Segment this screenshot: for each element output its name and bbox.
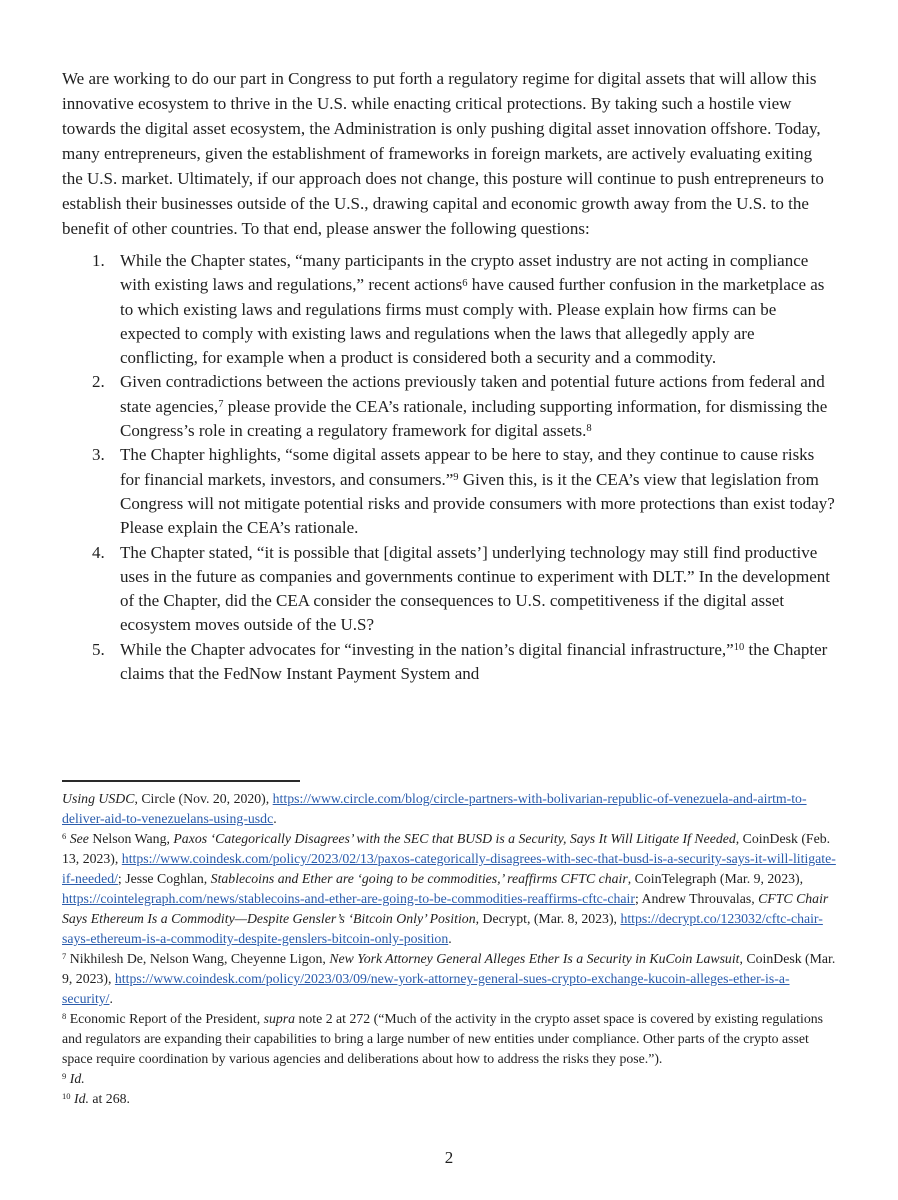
hyperlink[interactable]: https://decrypt.co/123032/cftc-chair-says-ethereum-is-a-commodity-despite-genslers-bitcoin-only-position xyxy=(62,911,823,946)
footnote xyxy=(62,829,836,949)
question-text xyxy=(120,541,836,638)
question-text xyxy=(120,370,836,443)
italic-text: See xyxy=(69,831,89,846)
text-run: , CoinTelegraph (Mar. 9, 2023), xyxy=(627,871,804,886)
footnote xyxy=(62,1069,836,1089)
text-run: ; Andrew Throuvalas, xyxy=(634,891,759,906)
hyperlink[interactable]: https://www.coindesk.com/policy/2023/03/09/new-york-attorney-general-sues-crypto-exchange-kucoin-alleges-ether-is-a-security/ xyxy=(62,971,790,1006)
text-run: Given this, is it the CEA’s view that legislation from Congress will not mitigate potential risks and provide consumers with more protections than exist today? Please explain the CEA’s rationale. xyxy=(120,469,835,538)
intro-paragraph xyxy=(62,66,836,241)
question-text xyxy=(120,443,836,540)
text-run: . xyxy=(109,991,113,1006)
question-number: 2. xyxy=(92,372,105,392)
footnote-marker: 7 xyxy=(62,951,67,962)
text-run: Nikhilesh De, Nelson Wang, Cheyenne Ligon, xyxy=(66,951,330,966)
footnote-text xyxy=(62,1091,130,1106)
text-run: have caused further confusion in the marketplace as to which existing laws and regulations firms must comply with. Please explain how firms can be expected to comply with existing laws and regulations when the laws that allegedly apply are conflicting, for example when a product is considered both a security and a commodity. xyxy=(120,275,825,368)
text-run: the Chapter claims that the FedNow Instant Payment System and xyxy=(120,639,828,684)
question-number: 5. xyxy=(92,639,105,659)
italic-text: Paxos ‘Categorically Disagrees’ with the SEC that BUSD is a Security, Says It Will Litigate If Needed xyxy=(173,831,736,846)
hyperlink[interactable]: https://cointelegraph.com/news/stablecoins-and-ether-are-going-to-be-commodities-reaffirms-cftc-chair xyxy=(62,891,635,906)
italic-text: Using USDC xyxy=(62,791,135,806)
question-text xyxy=(120,249,836,370)
question-item xyxy=(92,541,836,638)
footnote-text xyxy=(62,831,836,946)
question-number: 1. xyxy=(92,251,105,270)
text-run: please provide the CEA’s rationale, including supporting information, for dismissing the Congress’s role in creating a regulatory framework for digital assets. xyxy=(120,396,828,441)
questions-list xyxy=(92,249,836,686)
text-run: . xyxy=(273,811,277,826)
italic-text: Stablecoins and Ether are ‘going to be commodities,’ reaffirms CFTC chair xyxy=(210,871,628,886)
footnote-separator-rule xyxy=(62,780,300,782)
footnote xyxy=(62,1009,836,1069)
footnote xyxy=(62,949,836,1009)
footnote-marker: 8 xyxy=(62,1011,67,1022)
footnote-marker: 9 xyxy=(453,471,459,483)
text-run: note 2 at 272 (“Much of the activity in the crypto asset space is covered by existing regulations and regulators are expanding their capabilities to bring a large number of new entities under compliance. Other parts of the crypto asset space require coordination by various agencies and deliberations about how to address the risks they pose.”). xyxy=(62,1011,824,1066)
text-run: Given contradictions between the actions previously taken and potential future actions from federal and state agencies, xyxy=(120,372,825,416)
text-run: The Chapter highlights, “some digital assets appear to be here to stay, and they continue to cause risks for financial markets, investors, and consumers.” xyxy=(120,445,815,489)
footnote-text xyxy=(62,791,807,826)
hyperlink[interactable]: https://www.coindesk.com/policy/2023/02/13/paxos-categorically-disagrees-with-sec-that-busd-is-a-security-says-it-will-litigate-if-needed/ xyxy=(62,851,836,886)
italic-text: Id. xyxy=(74,1091,89,1106)
letter-body xyxy=(62,66,836,686)
question-item xyxy=(92,638,836,687)
footnote xyxy=(62,1089,836,1109)
text-run: The Chapter stated, “it is possible that [digital assets’] underlying technology may still find productive uses in the future as companies and governments continue to experiment with DLT.” In the development of the Chapter, did the CEA consider the consequences to U.S. competitiveness if the digital asset ecosystem moves outside of the U.S? xyxy=(120,542,831,635)
text-run: , Circle (Nov. 20, 2020), xyxy=(134,791,273,806)
text-run: , CoinDesk (Feb. 13, 2023), xyxy=(62,831,831,866)
text-run: ; Jesse Coghlan, xyxy=(117,871,211,886)
text-run: . xyxy=(448,931,452,946)
text-run: While the Chapter advocates for “investing in the nation’s digital financial infrastructure,” xyxy=(120,639,734,659)
question-item xyxy=(92,249,836,370)
footnote-text xyxy=(62,1071,85,1086)
question-text xyxy=(120,638,836,687)
footnote-marker: 6 xyxy=(462,277,468,289)
page-number: 2 xyxy=(444,1148,454,1167)
hyperlink[interactable]: https://www.circle.com/blog/circle-partners-with-bolivarian-republic-of-venezuela-and-airtm-to-deliver-aid-to-venezuelans-using-usdc xyxy=(62,791,807,826)
italic-text: New York Attorney General Alleges Ether Is a Security in KuCoin Lawsuit xyxy=(329,951,740,966)
footnote-marker: 7 xyxy=(218,399,224,411)
footnote-text xyxy=(62,951,835,1006)
text-run: While the Chapter states, “many participants in the crypto asset industry are not acting in compliance with existing laws and regulations,” recent actions xyxy=(120,251,809,295)
question-item xyxy=(92,370,836,443)
italic-text: Id. xyxy=(69,1071,85,1086)
text-run: at 268. xyxy=(88,1091,130,1106)
question-number: 4. xyxy=(92,542,105,562)
question-number: 3. xyxy=(92,445,105,465)
footnote-marker: 8 xyxy=(586,423,592,435)
italic-text: CFTC Chair Says Ethereum Is a Commodity—Despite Gensler’s ‘Bitcoin Only’ Position xyxy=(62,891,829,926)
question-item xyxy=(92,443,836,540)
footnote-marker: 10 xyxy=(733,642,745,654)
italic-text: supra xyxy=(263,1011,296,1026)
footnotes-list xyxy=(62,789,836,1109)
footnote-marker: 10 xyxy=(62,1091,71,1102)
text-run: We are working to do our part in Congress to put forth a regulatory regime for digital assets that will allow this innovative ecosystem to thrive in the U.S. while enacting critical protections. By taking such a hostile view towards the digital asset ecosystem, the Administration is only pushing digital asset innovation offshore. Today, many entrepreneurs, given the establishment of frameworks in foreign markets, are actively evaluating exiting the U.S. market. Ultimately, if our approach does not change, this posture will continue to push entrepreneurs to establish their businesses outside of the U.S., drawing capital and economic growth away from the U.S. to the benefit of other countries. To that end, please answer the following questions: xyxy=(62,69,824,238)
text-run: , Decrypt, (Mar. 8, 2023), xyxy=(475,911,621,926)
footnote-marker: 9 xyxy=(62,1071,67,1082)
footnotes-section xyxy=(62,780,836,1109)
footnote-text xyxy=(62,1011,823,1066)
text-run: Economic Report of the President, xyxy=(66,1011,264,1026)
footnote xyxy=(62,789,836,829)
text-run: Nelson Wang, xyxy=(88,831,174,846)
text-run: , CoinDesk (Mar. 9, 2023), xyxy=(62,951,836,986)
footnote-marker: 6 xyxy=(62,831,67,842)
